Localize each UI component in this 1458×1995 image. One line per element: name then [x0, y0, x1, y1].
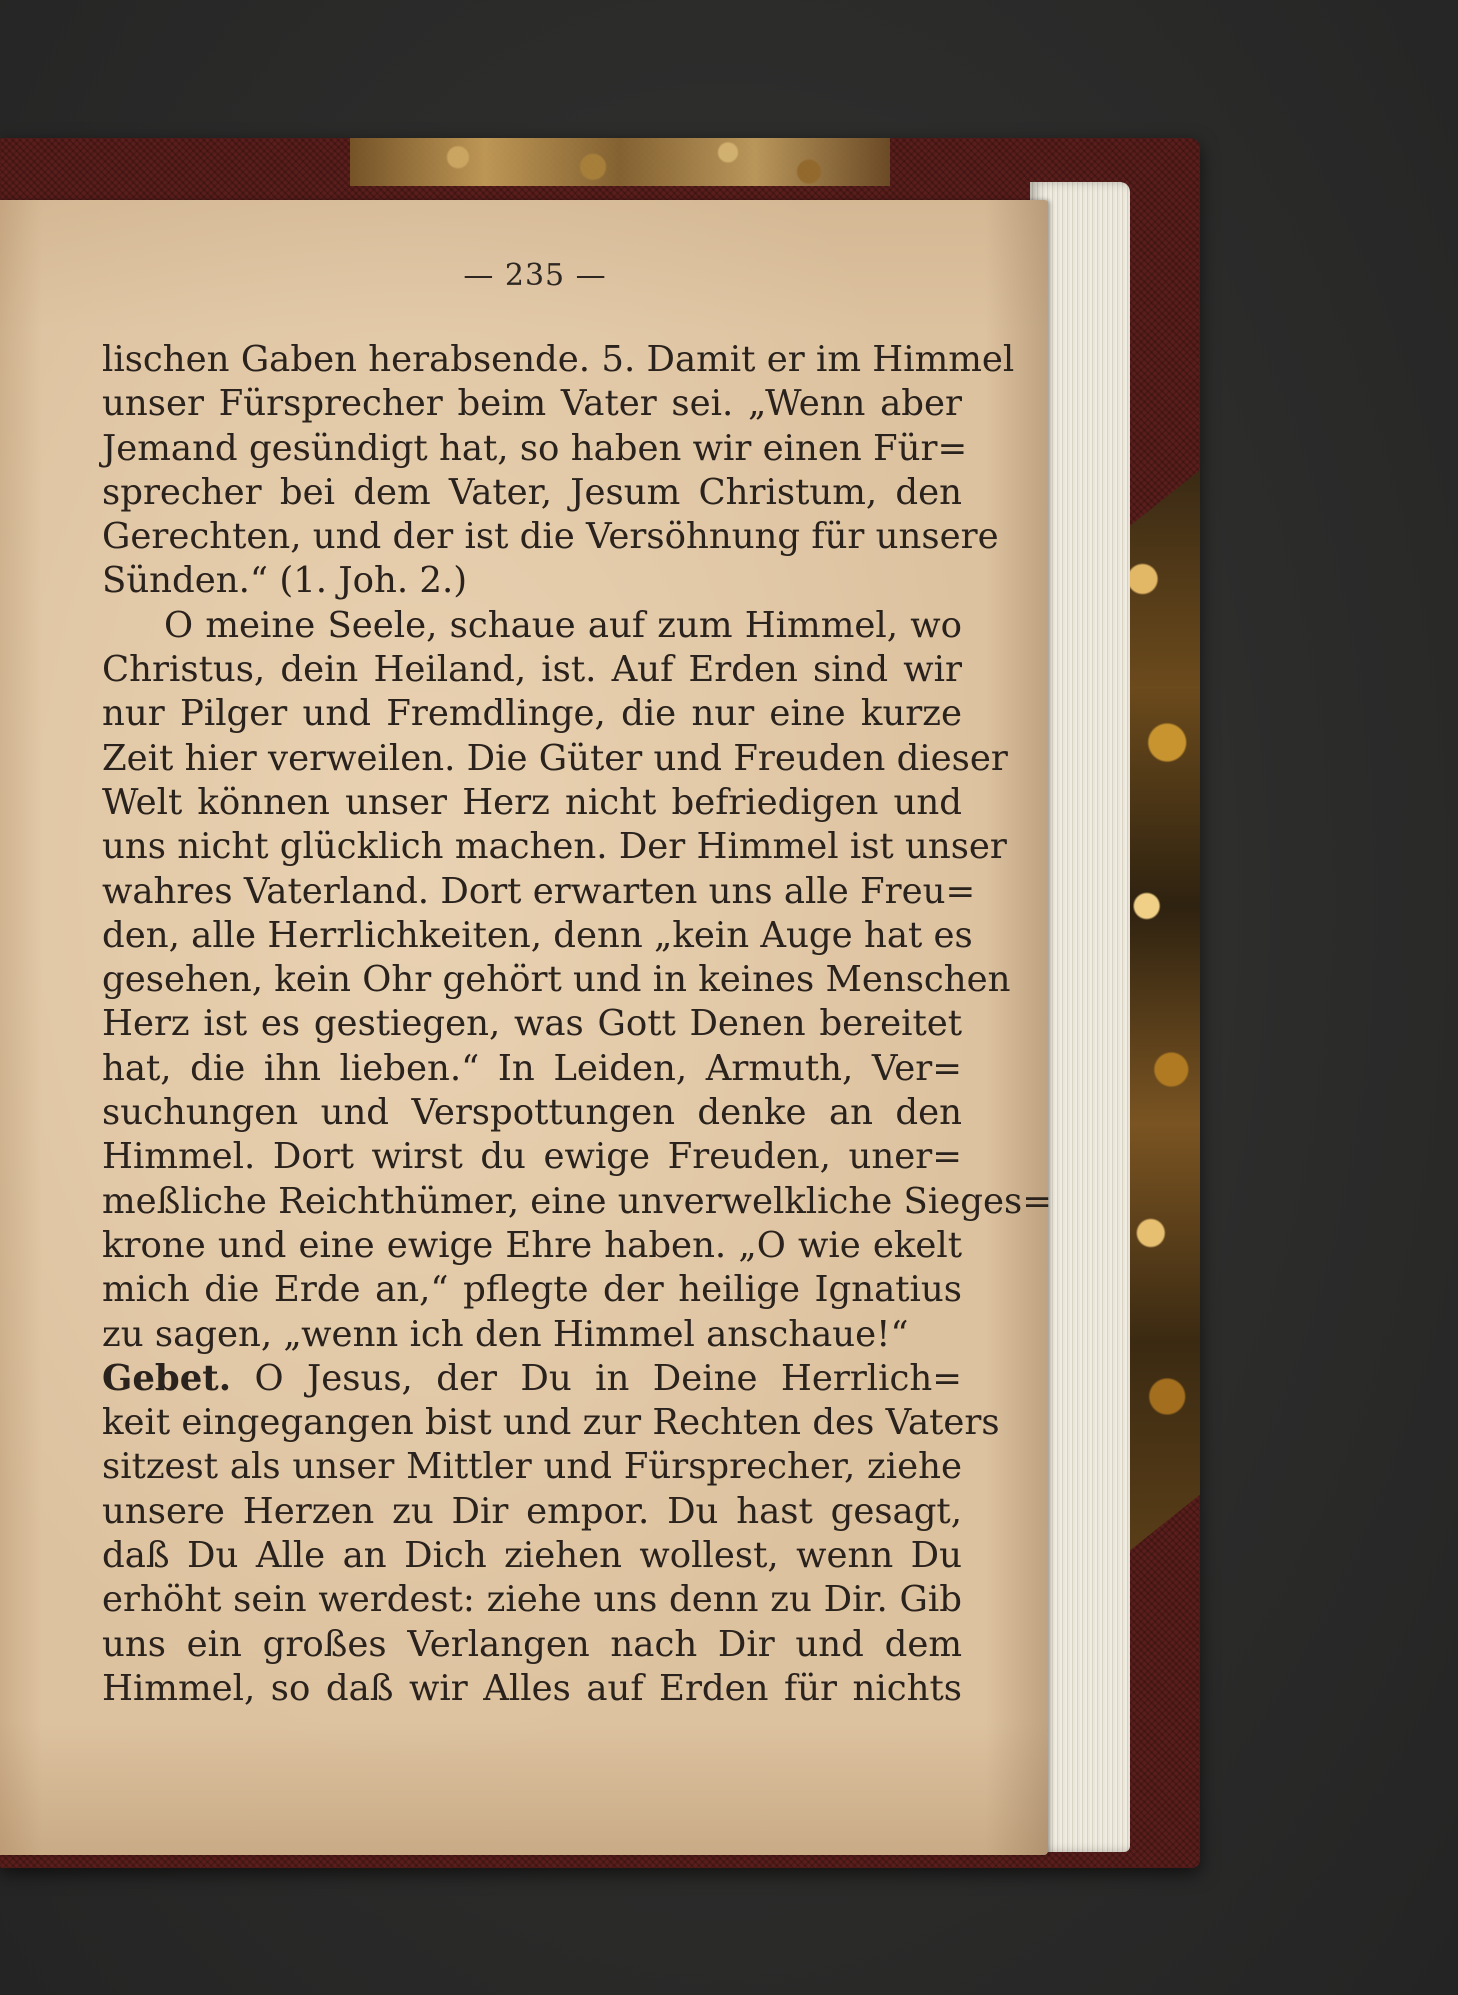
text-line [102, 1534, 962, 1578]
text-line-content: krone und eine ewige Ehre haben. „O wie ekelt [102, 1224, 962, 1266]
cover-marbled-edge-right [1118, 470, 1200, 1560]
text-line [102, 559, 962, 603]
text-line-content: suchungen und Verspottungen denke an den [102, 1092, 962, 1134]
text-line [102, 1490, 962, 1534]
text-line [102, 604, 962, 648]
text-line-content: sitzest als unser Mittler und Fürsprecher, ziehe [102, 1446, 962, 1488]
text-line [102, 1357, 962, 1401]
text-line [102, 1667, 962, 1711]
text-line-content: unser Fürsprecher beim Vater sei. „Wenn aber [102, 383, 962, 425]
text-line [102, 1002, 962, 1046]
text-line-content: keit eingegangen bist und zur Rechten des Vaters [102, 1402, 1000, 1444]
text-line [102, 1047, 962, 1091]
text-line [102, 1180, 1052, 1224]
text-line [102, 382, 962, 426]
text-line [102, 825, 1007, 869]
text-line-content: hat, die ihn lieben.“ In Leiden, Armuth, Ver= [102, 1047, 962, 1089]
text-line-content: O Jesus, der Du in Deine Herrlich= [254, 1357, 962, 1399]
text-line-content: Gerechten, und der ist die Versöhnung für unsere [102, 516, 999, 558]
text-line [102, 870, 976, 914]
text-line [102, 1268, 962, 1312]
text-line-content: unsere Herzen zu Dir empor. Du hast gesagt, [102, 1490, 962, 1532]
text-line-content: uns ein großes Verlangen nach Dir und dem [102, 1623, 962, 1665]
text-line-content: uns nicht glücklich machen. Der Himmel ist unser [102, 826, 1007, 868]
text-line-content: Jemand gesündigt hat, so haben wir einen Für= [102, 427, 968, 469]
text-line-content: sprecher bei dem Vater, Jesum Christum, den [102, 471, 962, 513]
text-line-content: den, alle Herrlichkeiten, denn „kein Auge hat es [102, 914, 973, 956]
text-line [102, 1401, 1000, 1445]
text-line-content: mich die Erde an,“ pflegte der heilige Ignatius [102, 1269, 962, 1311]
text-line-content: meßliche Reichthümer, eine unverwelkliche Sieges= [102, 1180, 1052, 1222]
text-line [102, 1313, 962, 1357]
text-line-content: daß Du Alle an Dich ziehen wollest, wenn Du [102, 1535, 962, 1577]
text-line-content: lischen Gaben herabsende. 5. Damit er im Himmel [102, 339, 1015, 380]
text-line [102, 1445, 962, 1489]
text-line [102, 338, 1015, 382]
prayer-heading: Gebet. [102, 1357, 232, 1399]
text-line-content: O meine Seele, schaue auf zum Himmel, wo [164, 604, 962, 646]
text-line-content: wahres Vaterland. Dort erwarten uns alle Freu= [102, 870, 976, 912]
text-line [102, 692, 962, 736]
text-line [102, 1091, 962, 1135]
text-line [102, 515, 999, 559]
text-line [102, 1623, 962, 1667]
text-line [102, 471, 962, 515]
text-line [102, 648, 962, 692]
text-line-content: Christus, dein Heiland, ist. Auf Erden sind wir [102, 649, 962, 691]
text-line-content: Himmel, so daß wir Alles auf Erden für nichts [102, 1667, 962, 1709]
text-line-content: Sünden.“ (1. Joh. 2.) [102, 560, 468, 602]
text-line-content: nur Pilger und Fremdlinge, die nur eine kurze [102, 693, 962, 735]
page-number: — 235 — [463, 258, 607, 293]
text-line [102, 958, 1011, 1002]
text-line [102, 1135, 962, 1179]
text-line-content: Welt können unser Herz nicht befriedigen und [102, 781, 962, 823]
text-line [102, 737, 1008, 781]
cover-marbled-edge-top [350, 138, 890, 186]
page-text [102, 338, 1052, 1711]
text-line-content: gesehen, kein Ohr gehört und in keines Menschen [102, 959, 1011, 1001]
text-line-content: Zeit hier verweilen. Die Güter und Freuden dieser [102, 737, 1008, 779]
text-line [102, 781, 962, 825]
text-line [102, 1578, 962, 1622]
text-line [102, 1224, 962, 1268]
text-line-content: Himmel. Dort wirst du ewige Freuden, uner= [102, 1136, 962, 1178]
text-line [102, 914, 973, 958]
text-line-content: Herz ist es gestiegen, was Gott Denen bereitet [102, 1003, 962, 1045]
text-line-content: zu sagen, „wenn ich den Himmel anschaue!“ [102, 1313, 909, 1355]
text-line [102, 427, 968, 471]
text-line-content: erhöht sein werdest: ziehe uns denn zu Dir. Gib [102, 1579, 962, 1621]
